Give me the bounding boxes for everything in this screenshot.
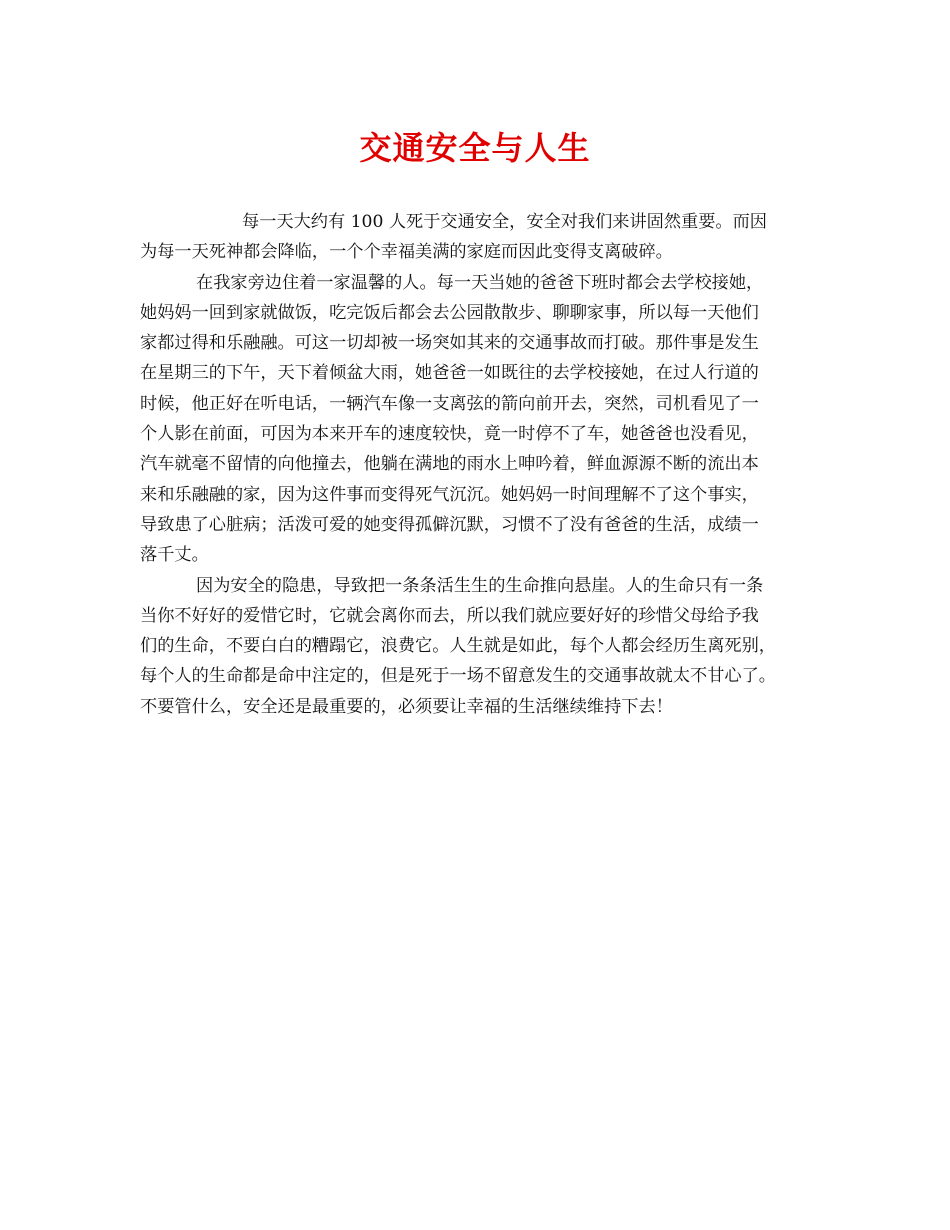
text-line: 每个人的生命都是命中注定的，但是死于一场不留意发生的交通事故就太不甘心了。 bbox=[140, 666, 776, 687]
text-line: 来和乐融融的家，因为这件事而变得死气沉沉。她妈妈一时间理解不了这个事实， bbox=[140, 484, 759, 505]
document-body bbox=[140, 207, 830, 722]
text-line: 在星期三的下午，天下着倾盆大雨，她爸爸一如既往的去学校接她，在过人行道的 bbox=[140, 363, 759, 384]
text-line: 时候，他正好在听电话，一辆汽车像一支离弦的箭向前开去，突然，司机看见了一 bbox=[140, 393, 759, 414]
text-line: 不要管什么，安全还是最重要的，必须要让幸福的生活继续维持下去！ bbox=[140, 696, 673, 717]
text-line: 个人影在前面，可因为本来开车的速度较快，竟一时停不了车，她爸爸也没看见， bbox=[140, 424, 759, 445]
text-line: 导致患了心脏病；活泼可爱的她变得孤僻沉默，习惯不了没有爸爸的生活，成绩一 bbox=[140, 514, 759, 535]
text-line: 家都过得和乐融融。可这一切却被一场突如其来的交通事故而打破。那件事是发生 bbox=[140, 333, 759, 354]
text-line: 在我家旁边住着一家温馨的人。每一天当她的爸爸下班时都会去学校接她， bbox=[196, 272, 764, 293]
text-line: 落千丈。 bbox=[140, 545, 209, 566]
document-title: 交通安全与人生 bbox=[359, 129, 591, 167]
paragraph-3 bbox=[140, 571, 830, 722]
text-line: 们的生命，不要白白的糟蹋它，浪费它。人生就是如此，每个人都会经历生离死别， bbox=[140, 636, 776, 657]
text-line: 她妈妈一回到家就做饭，吃完饭后都会去公园散散步、聊聊家事，所以每一天他们 bbox=[140, 302, 759, 323]
text-line: 为每一天死神都会降临，一个个幸福美满的家庭而因此变得支离破碎。 bbox=[140, 242, 673, 263]
text-line: 当你不好好的爱惜它时，它就会离你而去，所以我们就应要好好的珍惜父母给予我 bbox=[140, 605, 759, 626]
text-line: 每一天大约有 100 人死于交通安全，安全对我们来讲固然重要。而因 bbox=[242, 212, 767, 232]
paragraph-2 bbox=[140, 268, 830, 571]
text-line: 汽车就毫不留情的向他撞去，他躺在满地的雨水上呻吟着，鲜血源源不断的流出本 bbox=[140, 454, 759, 475]
text-line: 因为安全的隐患，导致把一条条活生生的生命推向悬崖。人的生命只有一条 bbox=[196, 575, 764, 596]
paragraph-1 bbox=[140, 207, 830, 268]
